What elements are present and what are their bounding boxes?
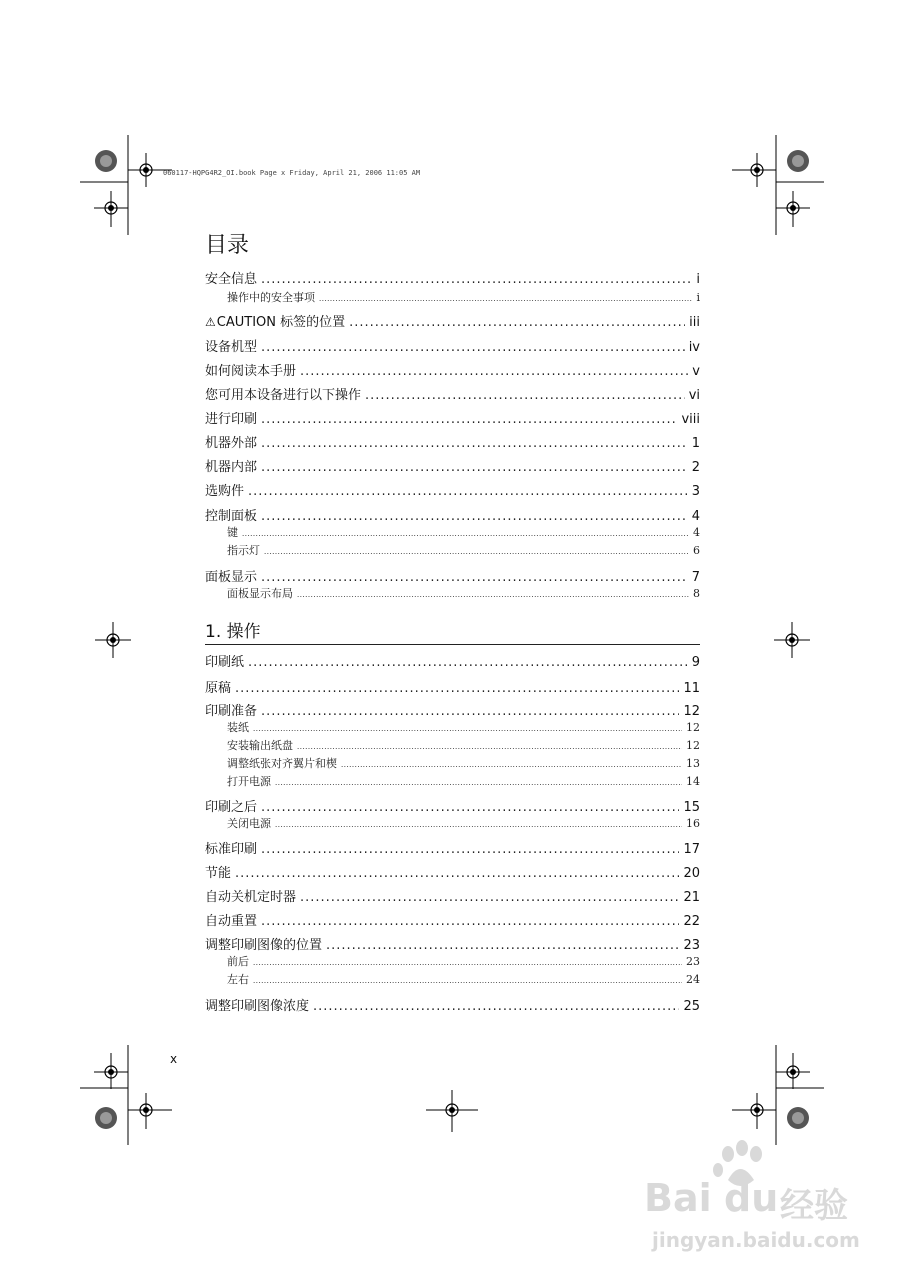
toc-entry-label: 设备机型 xyxy=(205,340,258,355)
toc-entry-page: v xyxy=(692,364,700,379)
watermark-brand-tail: du xyxy=(724,1176,779,1220)
toc-entry[interactable] xyxy=(205,995,700,1014)
toc-entry-page: 12 xyxy=(683,704,700,719)
registration-mark-top-left xyxy=(80,135,180,235)
toc-entry[interactable] xyxy=(205,886,700,905)
toc-leader-dots xyxy=(341,761,682,769)
toc-entry-page: 16 xyxy=(686,817,700,830)
toc-entry-page: 24 xyxy=(686,973,700,986)
toc-entry-page: 9 xyxy=(691,655,700,670)
toc-entry[interactable] xyxy=(205,971,700,987)
registration-mark-bottom-left xyxy=(80,1045,180,1145)
toc-entry-page: 1 xyxy=(691,436,700,451)
toc-entry-label: 自动关机定时器 xyxy=(205,890,297,905)
registration-mark-mid-right xyxy=(773,620,813,660)
toc-leader-dots xyxy=(253,959,682,967)
watermark-brand: Bai xyxy=(644,1176,712,1220)
toc-leader-dots xyxy=(248,655,688,670)
toc-entry-label: 印刷准备 xyxy=(205,704,258,719)
toc-leader-dots xyxy=(248,484,688,499)
toc-leader-dots xyxy=(235,866,679,881)
toc-entry[interactable] xyxy=(205,719,700,735)
toc-entry[interactable] xyxy=(205,815,700,831)
toc-leader-dots xyxy=(261,509,688,524)
toc-entry[interactable] xyxy=(205,336,700,355)
watermark-url: jingyan.baidu.com xyxy=(652,1228,860,1252)
toc-entry[interactable] xyxy=(205,311,700,330)
toc-leader-dots xyxy=(261,800,679,815)
toc-leader-dots xyxy=(365,388,685,403)
toc-entry[interactable] xyxy=(205,934,700,953)
toc-leader-dots xyxy=(261,570,688,585)
toc-entry-page: vi xyxy=(688,388,700,403)
toc-entry-page: 15 xyxy=(683,800,700,815)
toc-entry-label: 安全信息 xyxy=(205,272,258,287)
toc-entry[interactable] xyxy=(205,677,700,696)
toc-entry[interactable] xyxy=(205,505,700,524)
toc-entry-page: 11 xyxy=(683,681,700,696)
toc-leader-dots xyxy=(349,315,685,330)
toc-entry-label: 操作中的安全事项 xyxy=(227,291,315,304)
toc-leader-dots xyxy=(253,977,682,985)
toc-entry-label: 印刷纸 xyxy=(205,655,245,670)
toc-entry[interactable] xyxy=(205,432,700,451)
toc-leader-dots xyxy=(235,681,679,696)
toc-entry-label: 打开电源 xyxy=(227,775,271,788)
warning-triangle-icon: ⚠ xyxy=(205,315,216,329)
toc-entry-page: 20 xyxy=(683,866,700,881)
toc-entry-label: 自动重置 xyxy=(205,914,258,929)
toc-leader-dots xyxy=(300,364,688,379)
toc-entry[interactable] xyxy=(205,910,700,929)
toc-entry[interactable] xyxy=(205,524,700,540)
toc-entry-label: 您可用本设备进行以下操作 xyxy=(205,388,362,403)
registration-mark-mid-left xyxy=(95,620,135,660)
toc-entry[interactable] xyxy=(205,408,700,427)
toc-entry-label: 关闭电源 xyxy=(227,817,271,830)
toc-entry-page: 17 xyxy=(683,842,700,857)
file-info-header: 060117-HQPG4R2_OI.book Page x Friday, April 21, 2006 11:05 AM xyxy=(163,169,421,177)
toc-entry[interactable] xyxy=(205,289,700,305)
toc-leader-dots xyxy=(261,842,679,857)
toc-entry-label: 节能 xyxy=(205,866,232,881)
toc-leader-dots xyxy=(261,704,679,719)
toc-entry-label: 面板显示布局 xyxy=(227,587,293,600)
toc-entry-page: 2 xyxy=(691,460,700,475)
toc-entry-label: 选购件 xyxy=(205,484,245,499)
toc-entry-page: 12 xyxy=(686,721,700,734)
toc-entry-page: iii xyxy=(689,315,700,330)
toc-entry-page: 25 xyxy=(683,999,700,1014)
toc-leader-dots xyxy=(275,779,682,787)
toc-entry-page: 8 xyxy=(693,587,700,600)
toc-entry-label: 调整纸张对齐翼片和楔 xyxy=(227,757,337,770)
toc-entry-label: 标准印刷 xyxy=(205,842,258,857)
toc-entry-label: 指示灯 xyxy=(227,544,260,557)
toc-entry-label: 进行印刷 xyxy=(205,412,258,427)
toc-entry[interactable] xyxy=(205,384,700,403)
toc-entry-label: 如何阅读本手册 xyxy=(205,364,297,379)
toc-entry[interactable] xyxy=(205,651,700,670)
toc-entry-page: 6 xyxy=(693,544,700,557)
toc-entry-label: 印刷之后 xyxy=(205,800,258,815)
toc-entry[interactable] xyxy=(205,862,700,881)
toc-leader-dots xyxy=(326,938,679,953)
toc-entry-label: 前后 xyxy=(227,955,249,968)
toc-entry-page: i xyxy=(696,291,700,304)
toc-leader-dots xyxy=(253,725,682,733)
toc-entry-label: 原稿 xyxy=(205,681,232,696)
toc-leader-dots xyxy=(297,591,689,599)
toc-entry-label: 装纸 xyxy=(227,721,249,734)
toc-entry[interactable] xyxy=(205,585,700,601)
toc-entry-label: 调整印刷图像的位置 xyxy=(205,938,323,953)
toc-leader-dots xyxy=(242,530,689,538)
watermark-brand-cn: 经验 xyxy=(780,1186,848,1226)
toc-leader-dots xyxy=(261,914,679,929)
toc-entry-label: 左右 xyxy=(227,973,249,986)
toc-entry[interactable] xyxy=(205,268,700,287)
toc-entry[interactable] xyxy=(205,755,700,771)
toc-entry-page: 7 xyxy=(691,570,700,585)
toc-entry-label: 机器外部 xyxy=(205,436,258,451)
toc-entry-page: 21 xyxy=(683,890,700,905)
section-title-operations: 1. 操作 xyxy=(205,617,700,645)
toc-entry[interactable] xyxy=(205,796,700,815)
toc-entry-label: 安装输出纸盘 xyxy=(227,739,293,752)
baidu-watermark xyxy=(632,1140,882,1270)
toc-leader-dots xyxy=(300,890,679,905)
toc-leader-dots xyxy=(275,821,682,829)
toc-entry-page: 23 xyxy=(686,955,700,968)
registration-mark-bottom-center xyxy=(422,1090,482,1134)
toc-entry[interactable] xyxy=(205,566,700,585)
toc-leader-dots xyxy=(297,743,682,751)
toc-entry-label: 键 xyxy=(227,526,238,539)
toc-entry[interactable] xyxy=(205,773,700,789)
registration-mark-bottom-right xyxy=(724,1045,824,1145)
toc-entry[interactable] xyxy=(205,456,700,475)
toc-leader-dots xyxy=(261,340,685,355)
toc-entry-page: 4 xyxy=(691,509,700,524)
toc-entry-page: 23 xyxy=(683,938,700,953)
toc-entry[interactable] xyxy=(205,838,700,857)
toc-entry-page: iv xyxy=(688,340,700,355)
toc-entry-page: 13 xyxy=(686,757,700,770)
toc-entry[interactable] xyxy=(205,480,700,499)
toc-leader-dots xyxy=(319,295,692,303)
toc-entry-label: 调整印刷图像浓度 xyxy=(205,999,310,1014)
toc-entry[interactable] xyxy=(205,700,700,719)
toc-entry[interactable] xyxy=(205,953,700,969)
toc-leader-dots xyxy=(261,272,692,287)
toc-entry[interactable] xyxy=(205,360,700,379)
registration-mark-top-right xyxy=(724,135,824,235)
page-number: x xyxy=(170,1052,178,1066)
toc-entry[interactable] xyxy=(205,737,700,753)
toc-entry-label: 面板显示 xyxy=(205,570,258,585)
toc-leader-dots xyxy=(313,999,679,1014)
toc-entry-label: ⚠CAUTION 标签的位置 xyxy=(205,315,346,330)
toc-entry-page: viii xyxy=(681,412,700,427)
toc-entry-page: i xyxy=(696,272,700,287)
toc-entry-page: 4 xyxy=(693,526,700,539)
toc-leader-dots xyxy=(261,460,688,475)
toc-entry-page: 22 xyxy=(683,914,700,929)
toc-title: 目录 xyxy=(205,233,250,258)
toc-entry-label: 控制面板 xyxy=(205,509,258,524)
toc-entry[interactable] xyxy=(205,542,700,558)
toc-entry-page: 3 xyxy=(691,484,700,499)
toc-entry-page: 14 xyxy=(686,775,700,788)
toc-leader-dots xyxy=(261,436,688,451)
toc-entry-label: 机器内部 xyxy=(205,460,258,475)
toc-entry-page: 12 xyxy=(686,739,700,752)
toc-leader-dots xyxy=(261,412,677,427)
toc-leader-dots xyxy=(264,548,689,556)
